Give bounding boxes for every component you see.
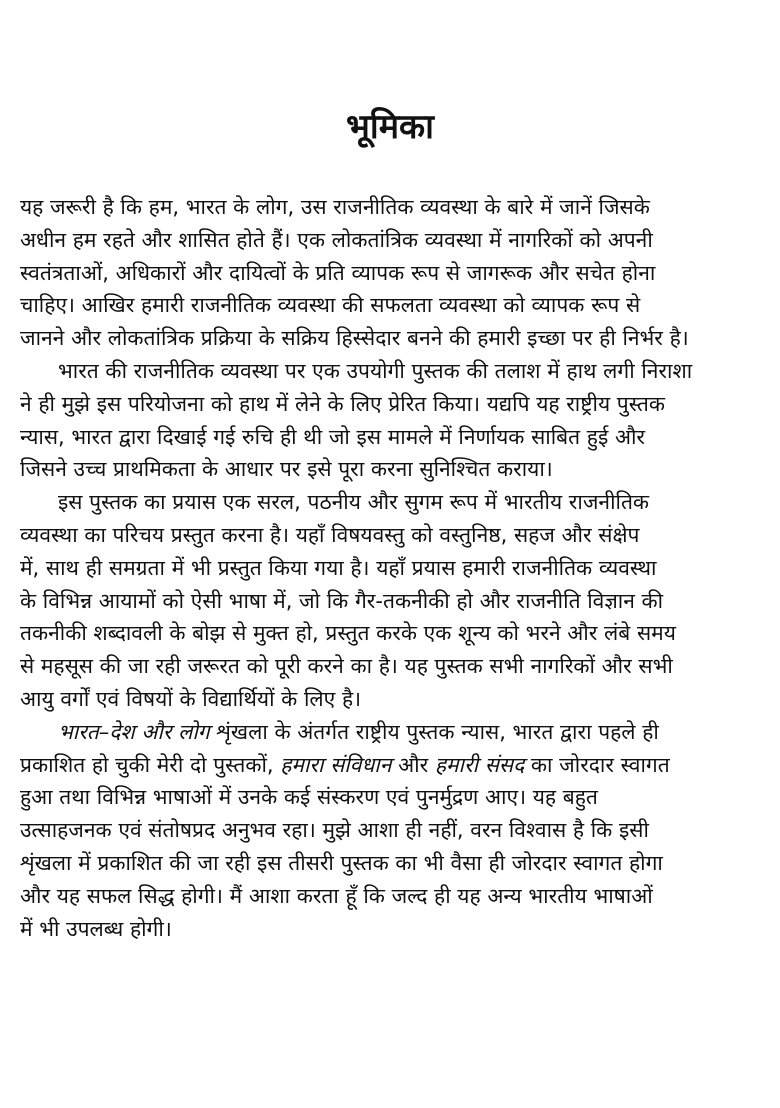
text-line: ने ही मुझे इस परियोजना को हाथ में लेने के लिए प्रेरित किया। यद्यपि यह राष्ट्रीय पुस्तक [20,391,665,416]
paragraph-2 [20,355,768,486]
text-line: न्यास, भारत द्वारा दिखाई गई रुचि ही थी जो इस मामले में निर्णायक साबित हुई और [20,424,646,449]
text-line: स्वतंत्रताओं, अधिकारों और दायित्वों के प्रति व्यापक रूप से जागरूक और सचेत होना [20,260,656,285]
preface-body [20,191,768,945]
text-line: में भी उपलब्ध होगी। [20,916,172,941]
book-title-2: हमारी संसद [434,752,525,777]
text-line: हुआ तथा विभिन्न भाषाओं में उनके कई संस्करण एवं पुनर्मुद्रण आए। यह बहुत [20,785,598,810]
paragraph-3 [20,486,768,716]
text-line: में, साथ ही समग्रता में भी प्रस्तुत किया गया है। यहाँ प्रयास हमारी राजनीतिक व्यवस्था [20,555,657,580]
text-fragment: का जोरदार स्वागत [524,752,670,777]
text-line: तकनीकी शब्दावली के बोझ से मुक्त हो, प्रस्तुत करके एक शून्य को भरने और लंबे समय [20,621,676,646]
text-line: भारत की राजनीतिक व्यवस्था पर एक उपयोगी पुस्तक की तलाश में हाथ लगी निराशा [58,358,693,383]
text-line: और यह सफल सिद्ध होगी। मैं आशा करता हूँ कि जल्द ही यह अन्य भारतीय भाषाओं [20,883,653,908]
paragraph-4 [20,716,768,946]
text-fragment: और [391,752,435,777]
book-title-1: हमारा संविधान [280,752,392,777]
text-line: चाहिए। आखिर हमारी राजनीतिक व्यवस्था की सफलता व्यवस्था को व्यापक रूप से [20,293,641,318]
text-line: आयु वर्गों एवं विषयों के विद्यार्थियों के लिए है। [20,686,362,711]
series-title: भारत–देश और लोग [58,719,210,744]
text-line: उत्साहजनक एवं संतोषप्रद अनुभव रहा। मुझे आशा ही नहीं, वरन विश्वास है कि इसी [20,818,649,843]
text-line: यह जरूरी है कि हम, भारत के लोग, उस राजनीतिक व्यवस्था के बारे में जानें जिसके [20,195,650,219]
text-line: शृंखला में प्रकाशित की जा रही इस तीसरी पुस्तक का भी वैसा ही जोरदार स्वागत होगा [20,850,663,875]
text-line: के विभिन्न आयामों को ऐसी भाषा में, जो कि गैर-तकनीकी हो और राजनीति विज्ञान की [20,588,664,613]
page-title: भूमिका [346,107,434,147]
text-line: इस पुस्तक का प्रयास एक सरल, पठनीय और सुगम रूप में भारतीय राजनीतिक [58,490,650,515]
text-line: जानने और लोकतांत्रिक प्रक्रिया के सक्रिय हिस्सेदार बनने की हमारी इच्छा पर ही निर्भर है। [20,326,689,351]
text-line [20,749,768,782]
text-line: जिसने उच्च प्राथमिकता के आधार पर इसे पूरा करना सुनिश्चित कराया। [20,457,553,482]
text-line [20,716,768,749]
text-fragment: शृंखला के अंतर्गत राष्ट्रीय पुस्तक न्यास, भारत द्वारा पहले ही [209,719,659,744]
text-fragment: प्रकाशित हो चुकी मेरी दो पुस्तकों, [20,752,281,777]
paragraph-1 [20,191,768,355]
text-line: से महसूस की जा रही जरूरत को पूरी करने का है। यह पुस्तक सभी नागरिकों और सभी [20,654,673,679]
text-line: अधीन हम रहते और शासित होते हैं। एक लोकतांत्रिक व्यवस्था में नागरिकों को अपनी [20,227,653,252]
text-line: व्यवस्था का परिचय प्रस्तुत करना है। यहाँ विषयवस्तु को वस्तुनिष्ठ, सहज और संक्षेप [20,522,640,547]
